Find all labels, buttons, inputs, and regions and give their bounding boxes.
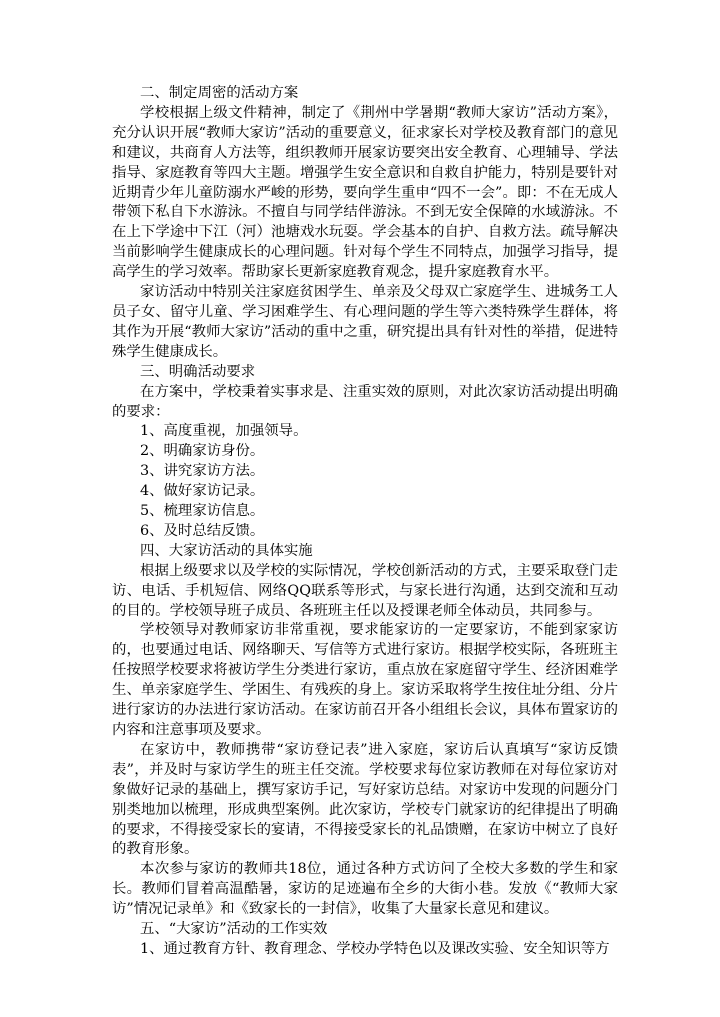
paragraph: 本次参与家访的教师共18位，通过各种方式访问了全校大多数的学生和家长。教师们冒着高温酷暑，家访的足迹遍布全乡的大街小巷。发放《“教师大家访”情况记录单》和《致家长的一封信》，收集了大量家长意见和建议。: [112, 861, 618, 918]
section-heading-3: 三、明确活动要求: [140, 363, 256, 380]
paragraph: 在家访中，教师携带“家访登记表”进入家庭，家访后认真填写“家访反馈表”，并及时与家访学生的班主任交流。学校要求每位家访教师在对每位家访对象做好记录的基础上，撰写家访手记，写好家访总结。对家访中发现的问题分门别类地加以梳理，形成典型案例。此次家访，学校专门就家访的纪律提出了明确的要求，不得接受家长的宴请，不得接受家长的礼品馈赠，在家访中树立了良好的教育形象。: [112, 741, 618, 858]
list-item: 1、高度重视，加强领导。: [140, 423, 308, 440]
list-item: 6、及时总结反馈。: [140, 522, 265, 539]
list-item: 5、梳理家访信息。: [140, 503, 265, 520]
paragraph: 家访活动中特别关注家庭贫困学生、单亲及父母双亡家庭学生、进城务工人员子女、留守儿童、学习困难学生、有心理问题的学生等六类特殊学生群体，将其作为开展“教师大家访”活动的重中之重，研究提出具有针对性的举措，促进特殊学生健康成长。: [112, 284, 618, 360]
document-page: [112, 84, 618, 960]
paragraph: 根据上级要求以及学校的实际情况，学校创新活动的方式，主要采取登门走访、电话、手机短信、网络QQ联系等形式，与家长进行沟通，达到交流和互动的目的。学校领导班子成员、各班班主任以及授课老师全体动员，共同参与。: [112, 562, 618, 619]
paragraph: 1、通过教育方针、教育理念、学校办学特色以及课改实验、安全知识等方: [140, 940, 610, 957]
list-item: 2、明确家访身份。: [140, 443, 265, 460]
section-heading-4: 四、大家访活动的具体实施: [140, 542, 313, 559]
paragraph: 学校领导对教师家访非常重视，要求能家访的一定要家访，不能到家家访的，也要通过电话、网络聊天、写信等方式进行家访。根据学校实际，各班班主任按照学校要求将被访学生分类进行家访，重点放在家庭留守学生、经济困难学生、单亲家庭学生、学困生、有残疾的身上。家访采取将学生按住址分组、分片进行家访的办法进行家访活动。在家访前召开各小组组长会议，具体布置家访的内容和注意事项及要求。: [112, 622, 618, 738]
section-heading-2: 二、制定周密的活动方案: [140, 85, 299, 101]
paragraph: 学校根据上级文件精神，制定了《荆州中学暑期“教师大家访”活动方案》，充分认识开展“教师大家访”活动的重要意义，征求家长对学校及教育部门的意见和建议，共商育人方法等，组织教师开展家访要突出安全教育、心理辅导、学法指导、家庭教育等四大主题。增强学生安全意识和自救自护能力，特别是要针对近期青少年儿童防溺水严峻的形势，要向学生重申“四不一会”。即：不在无成人带领下私自下水游泳。不擅自与同学结伴游泳。不到无安全保障的水域游泳。不在上下学途中下江（河）池塘戏水玩耍。学会基本的自护、自救方法。疏导解决当前影响学生健康成长的心理问题。针对每个学生不同特点，加强学习指导，提高学生的学习效率。帮助家长更新家庭教育观念，提升家庭教育水平。: [112, 104, 618, 281]
list-item: 4、做好家访记录。: [140, 483, 265, 500]
list-item: 3、讲究家访方法。: [140, 463, 265, 480]
section-heading-5: 五、“大家访”活动的工作实效: [140, 921, 328, 938]
paragraph: 在方案中，学校秉着实事求是、注重实效的原则，对此次家访活动提出明确的要求：: [112, 383, 618, 420]
